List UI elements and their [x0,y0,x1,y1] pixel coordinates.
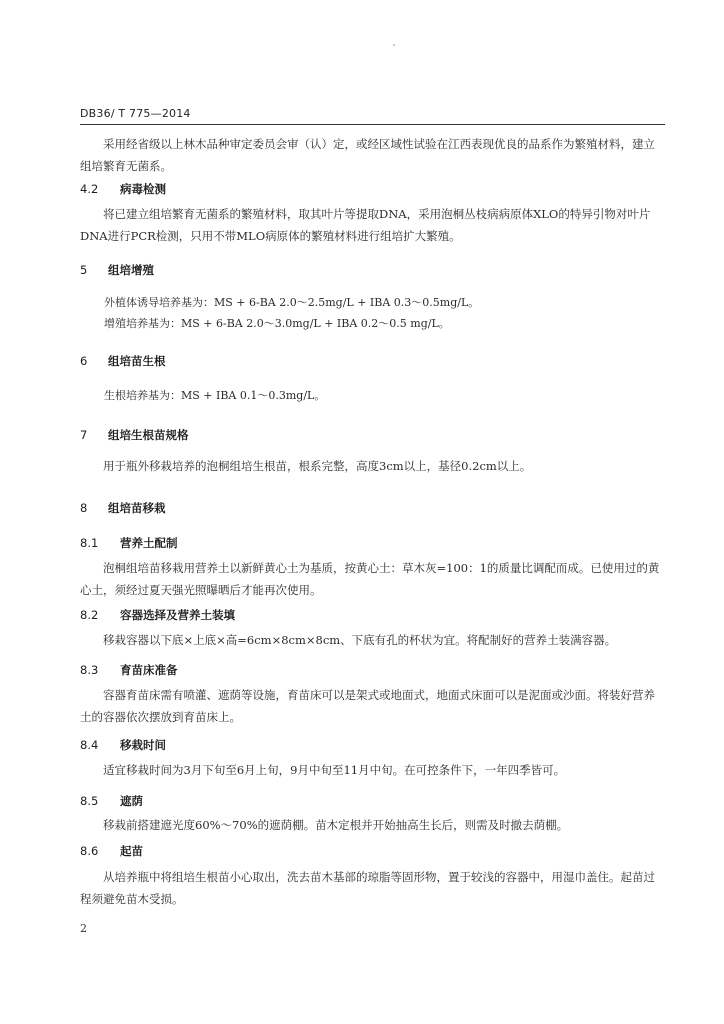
section-title: 营养土配制 [120,536,178,550]
section-8-3-paragraph: 容器育苗床需有喷灌、遮荫等设施，育苗床可以是架式或地面式，地面式床面可以是泥面或沙面。将装好营养土的容器依次摆放到育苗床上。 [80,688,655,724]
section-number: 8 [80,501,88,515]
section-8-5-heading [80,793,143,809]
section-8-5-paragraph: 移栽前搭建遮光度60%～70%的遮荫棚。苗木定根并开始抽高生长后，则需及时撤去荫棚。 [103,818,569,832]
section-4-2-paragraph: 将已建立组培繁育无菌系的繁殖材料，取其叶片等提取DNA，采用泡桐丛枝病病原体XLO的特异引物对叶片DNA进行PCR检测，只用不带MLO病原体的繁殖材料进行组培扩大繁殖。 [80,207,651,243]
section-number: 8.1 [80,536,99,550]
section-7-heading [80,427,189,443]
section-title: 病毒检测 [120,182,166,196]
section-8-1-paragraph: 泡桐组培苗移栽用营养土以新鲜黄心土为基质，按黄心土：草木灰=100：1的质量比调配而成。已使用过的黄心土，须经过夏天强光照曝晒后才能再次使用。 [80,561,660,597]
section-number: 8.4 [80,738,99,752]
section-number: 8.3 [80,663,99,677]
section-6-heading [80,353,166,369]
section-title: 移栽时间 [120,738,166,752]
section-number: 8.6 [80,844,99,858]
section-8-6-paragraph: 从培养瓶中将组培生根苗小心取出，洗去苗木基部的琼脂等固形物，置于较浅的容器中，用湿巾盖住。起苗过程须避免苗木受损。 [80,870,655,906]
section-8-3-heading [80,662,178,678]
rooting-medium-formula: 生根培养基为：MS + IBA 0.1～0.3mg/L。 [104,389,326,402]
section-title: 容器选择及营养土装填 [120,608,235,622]
section-number: 8.5 [80,794,99,808]
section-number: 6 [80,354,88,368]
scan-dot [393,44,395,46]
header-rule [80,124,665,125]
section-title: 遮荫 [120,794,143,808]
section-8-1-heading [80,535,178,551]
section-4-2-heading [80,181,166,197]
explant-medium-formula: 外植体诱导培养基为：MS + 6-BA 2.0～2.5mg/L + IBA 0.3～0.5mg/L。 [104,296,480,309]
section-number: 4.2 [80,182,99,196]
intro-paragraph: 采用经省级以上林木品种审定委员会审（认）定，或经区域性试验在江西表现优良的品系作为繁殖材料，建立组培繁育无菌系。 [80,137,655,173]
section-8-heading [80,500,166,516]
section-number: 5 [80,263,88,277]
section-number: 8.2 [80,608,99,622]
section-title: 育苗床准备 [120,663,178,677]
section-8-2-paragraph: 移栽容器以下底×上底×高=6cm×8cm×8cm、下底有孔的杯状为宜。将配制好的营养土装满容器。 [103,633,617,647]
document-code: DB36/ T 775—2014 [80,107,191,120]
section-8-4-heading [80,737,166,753]
section-8-6-heading [80,843,143,859]
section-title: 起苗 [120,844,143,858]
section-7-paragraph: 用于瓶外移栽培养的泡桐组培生根苗，根系完整，高度3cm以上，基径0.2cm以上。 [103,459,532,473]
proliferation-medium-formula: 增殖培养基为：MS + 6-BA 2.0～3.0mg/L + IBA 0.2～0.5 mg/L。 [104,317,450,330]
section-5-heading [80,262,154,278]
section-title: 组培增殖 [108,263,154,277]
section-8-2-heading [80,607,235,623]
section-title: 组培生根苗规格 [108,428,189,442]
page-number: 2 [80,922,87,935]
section-title: 组培苗生根 [108,354,166,368]
section-number: 7 [80,428,88,442]
section-title: 组培苗移栽 [108,501,166,515]
section-8-4-paragraph: 适宜移栽时间为3月下旬至6月上旬，9月中旬至11月中旬。在可控条件下，一年四季皆可。 [103,763,566,777]
